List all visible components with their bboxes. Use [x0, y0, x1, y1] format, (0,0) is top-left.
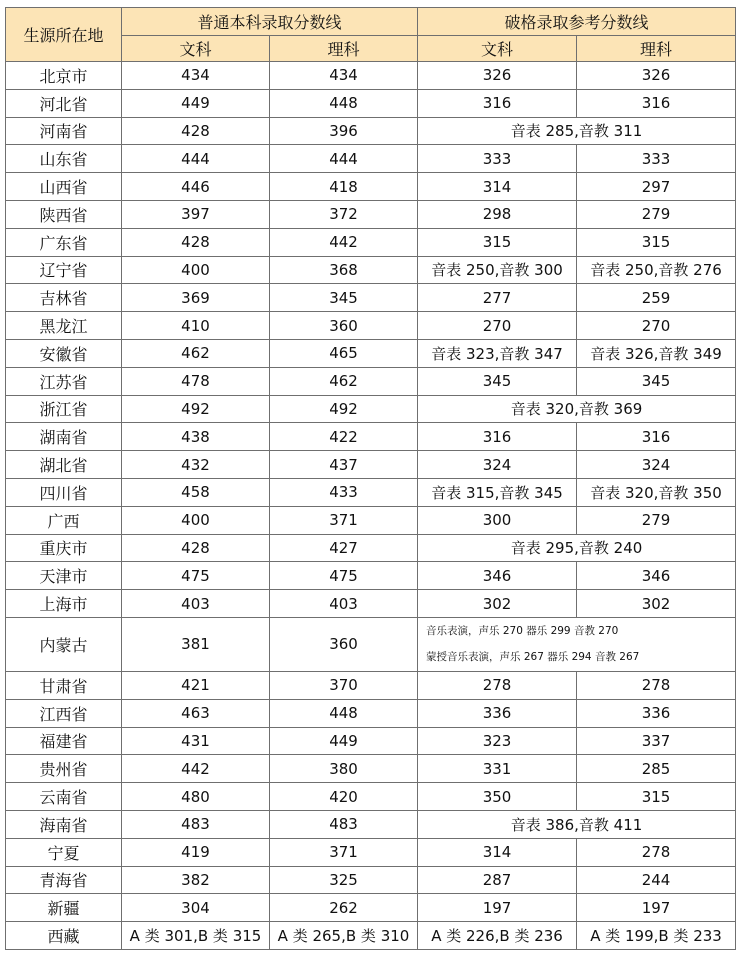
regular-science-cell: 448 — [270, 89, 418, 117]
table-row — [6, 89, 736, 117]
regular-arts-cell: 480 — [122, 783, 270, 811]
regular-science-cell: 449 — [270, 727, 418, 755]
regular-science-cell: 448 — [270, 699, 418, 727]
table-row — [6, 755, 736, 783]
table-body — [6, 62, 736, 950]
regular-arts-cell: 410 — [122, 312, 270, 340]
regular-arts-cell: 419 — [122, 838, 270, 866]
regular-group-header: 普通本科录取分数线 — [122, 8, 418, 36]
table-row — [6, 367, 736, 395]
province-cell: 辽宁省 — [6, 256, 122, 284]
exception-arts-cell: 315 — [418, 228, 577, 256]
exception-arts-cell: 314 — [418, 838, 577, 866]
regular-science-cell: A 类 265,B 类 310 — [270, 922, 418, 950]
table-row — [6, 145, 736, 173]
regular-science-cell: 483 — [270, 810, 418, 838]
exception-group-header: 破格录取参考分数线 — [418, 8, 736, 36]
table-row — [6, 423, 736, 451]
regular-science-cell: 422 — [270, 423, 418, 451]
table-row — [6, 173, 736, 201]
exception-merged-cell: 音表 285,音教 311 — [418, 117, 736, 145]
exception-arts-cell: 音表 315,音教 345 — [418, 478, 577, 506]
table-row — [6, 534, 736, 562]
exception-science-cell: 336 — [577, 699, 736, 727]
score-table-container — [5, 7, 736, 950]
province-cell: 青海省 — [6, 866, 122, 894]
exception-note-line: 音乐表演，声乐 270 器乐 299 音教 270 — [426, 625, 619, 638]
regular-science-cell: 360 — [270, 312, 418, 340]
table-row — [6, 312, 736, 340]
province-cell: 河南省 — [6, 117, 122, 145]
exception-science-cell: 315 — [577, 783, 736, 811]
exception-science-cell: 337 — [577, 727, 736, 755]
exception-arts-cell: 336 — [418, 699, 577, 727]
regular-science-cell: 437 — [270, 451, 418, 479]
exception-science-cell: 244 — [577, 866, 736, 894]
regular-arts-cell: 304 — [122, 894, 270, 922]
exception-arts-cell: A 类 226,B 类 236 — [418, 922, 577, 950]
regular-arts-cell: 428 — [122, 117, 270, 145]
exception-arts-cell: 326 — [418, 62, 577, 90]
exception-arts-cell: 298 — [418, 200, 577, 228]
table-row — [6, 451, 736, 479]
regular-arts-cell: 421 — [122, 671, 270, 699]
regular-arts-cell: 442 — [122, 755, 270, 783]
province-cell: 福建省 — [6, 727, 122, 755]
regular-science-cell: 475 — [270, 562, 418, 590]
regular-arts-cell: 483 — [122, 810, 270, 838]
regular-arts-cell: 400 — [122, 256, 270, 284]
regular-arts-cell: 475 — [122, 562, 270, 590]
province-cell: 西藏 — [6, 922, 122, 950]
table-row — [6, 62, 736, 90]
province-cell: 广西 — [6, 506, 122, 534]
regular-science-cell: 418 — [270, 173, 418, 201]
exception-science-cell: 197 — [577, 894, 736, 922]
province-cell: 天津市 — [6, 562, 122, 590]
province-cell: 海南省 — [6, 810, 122, 838]
exception-arts-cell: 270 — [418, 312, 577, 340]
province-cell: 上海市 — [6, 590, 122, 618]
exception-science-cell: 278 — [577, 838, 736, 866]
exception-arts-cell: 314 — [418, 173, 577, 201]
regular-science-cell: 262 — [270, 894, 418, 922]
exception-science-cell: 270 — [577, 312, 736, 340]
table-row — [6, 117, 736, 145]
province-cell: 四川省 — [6, 478, 122, 506]
regular-science-cell: 396 — [270, 117, 418, 145]
table-row — [6, 562, 736, 590]
exception-science-cell: 297 — [577, 173, 736, 201]
regular-arts-cell: A 类 301,B 类 315 — [122, 922, 270, 950]
exception-merged-cell: 音表 386,音教 411 — [418, 810, 736, 838]
province-cell: 甘肃省 — [6, 671, 122, 699]
regular-science-cell: 345 — [270, 284, 418, 312]
table-row — [6, 894, 736, 922]
exception-arts-cell: 346 — [418, 562, 577, 590]
regular-science-cell: 380 — [270, 755, 418, 783]
exception-arts-cell: 音表 323,音教 347 — [418, 339, 577, 367]
regular-science-cell: 368 — [270, 256, 418, 284]
province-cell: 浙江省 — [6, 395, 122, 423]
regular-science-cell: 465 — [270, 339, 418, 367]
table-row — [6, 838, 736, 866]
exception-science-cell: 315 — [577, 228, 736, 256]
province-cell: 山东省 — [6, 145, 122, 173]
region-header: 生源所在地 — [6, 8, 122, 62]
province-cell: 新疆 — [6, 894, 122, 922]
province-cell: 安徽省 — [6, 339, 122, 367]
exception-arts-cell: 316 — [418, 89, 577, 117]
regular-arts-cell: 382 — [122, 866, 270, 894]
exception-arts-cell: 350 — [418, 783, 577, 811]
regular-science-cell: 444 — [270, 145, 418, 173]
regular-science-cell: 372 — [270, 200, 418, 228]
table-row — [6, 699, 736, 727]
exception-arts-cell: 345 — [418, 367, 577, 395]
province-cell: 山西省 — [6, 173, 122, 201]
exception-science-cell: 316 — [577, 423, 736, 451]
regular-arts-cell: 428 — [122, 534, 270, 562]
exception-science-cell: 346 — [577, 562, 736, 590]
province-cell: 宁夏 — [6, 838, 122, 866]
exception-arts-cell: 302 — [418, 590, 577, 618]
exception-merged-cell: 音表 295,音教 240 — [418, 534, 736, 562]
exception-science-cell: 326 — [577, 62, 736, 90]
province-cell: 黑龙江 — [6, 312, 122, 340]
regular-arts-cell: 444 — [122, 145, 270, 173]
table-row — [6, 671, 736, 699]
regular-science-cell: 492 — [270, 395, 418, 423]
regular-arts-cell: 458 — [122, 478, 270, 506]
exception-science-cell: 302 — [577, 590, 736, 618]
exception-science-cell: 345 — [577, 367, 736, 395]
exception-science-header: 理科 — [577, 36, 736, 62]
regular-science-cell: 462 — [270, 367, 418, 395]
regular-arts-cell: 428 — [122, 228, 270, 256]
exception-arts-header: 文科 — [418, 36, 577, 62]
province-cell: 北京市 — [6, 62, 122, 90]
exception-science-cell: 324 — [577, 451, 736, 479]
regular-science-cell: 360 — [270, 617, 418, 671]
exception-arts-cell: 333 — [418, 145, 577, 173]
table-row — [6, 200, 736, 228]
province-cell: 云南省 — [6, 783, 122, 811]
exception-note-cell — [418, 617, 736, 671]
table-row — [6, 284, 736, 312]
regular-science-cell: 427 — [270, 534, 418, 562]
province-cell: 湖北省 — [6, 451, 122, 479]
regular-arts-cell: 446 — [122, 173, 270, 201]
exception-arts-cell: 197 — [418, 894, 577, 922]
regular-science-cell: 420 — [270, 783, 418, 811]
province-cell: 贵州省 — [6, 755, 122, 783]
regular-arts-cell: 431 — [122, 727, 270, 755]
exception-science-cell: 279 — [577, 200, 736, 228]
exception-science-cell: 279 — [577, 506, 736, 534]
regular-arts-cell: 381 — [122, 617, 270, 671]
exception-arts-cell: 300 — [418, 506, 577, 534]
province-cell: 吉林省 — [6, 284, 122, 312]
regular-arts-cell: 438 — [122, 423, 270, 451]
table-row — [6, 866, 736, 894]
regular-science-cell: 403 — [270, 590, 418, 618]
province-cell: 江西省 — [6, 699, 122, 727]
regular-arts-cell: 397 — [122, 200, 270, 228]
exception-arts-cell: 331 — [418, 755, 577, 783]
exception-arts-cell: 音表 250,音教 300 — [418, 256, 577, 284]
exception-arts-cell: 316 — [418, 423, 577, 451]
regular-science-cell: 442 — [270, 228, 418, 256]
regular-arts-header: 文科 — [122, 36, 270, 62]
exception-science-cell: 音表 250,音教 276 — [577, 256, 736, 284]
exception-arts-cell: 324 — [418, 451, 577, 479]
regular-arts-cell: 478 — [122, 367, 270, 395]
exception-arts-cell: 277 — [418, 284, 577, 312]
province-cell: 重庆市 — [6, 534, 122, 562]
regular-arts-cell: 403 — [122, 590, 270, 618]
regular-arts-cell: 432 — [122, 451, 270, 479]
regular-arts-cell: 369 — [122, 284, 270, 312]
exception-note-line: 蒙授音乐表演，声乐 267 器乐 294 音教 267 — [426, 651, 640, 664]
exception-arts-cell: 278 — [418, 671, 577, 699]
province-cell: 内蒙古 — [6, 617, 122, 671]
regular-science-cell: 433 — [270, 478, 418, 506]
exception-science-cell: A 类 199,B 类 233 — [577, 922, 736, 950]
province-cell: 河北省 — [6, 89, 122, 117]
exception-science-cell: 音表 326,音教 349 — [577, 339, 736, 367]
regular-science-cell: 371 — [270, 506, 418, 534]
table-row — [6, 395, 736, 423]
exception-science-cell: 285 — [577, 755, 736, 783]
table-row — [6, 922, 736, 950]
regular-arts-cell: 462 — [122, 339, 270, 367]
table-row — [6, 617, 736, 671]
exception-science-cell: 259 — [577, 284, 736, 312]
exception-arts-cell: 287 — [418, 866, 577, 894]
province-cell: 湖南省 — [6, 423, 122, 451]
exception-arts-cell: 323 — [418, 727, 577, 755]
table-row — [6, 506, 736, 534]
regular-arts-cell: 449 — [122, 89, 270, 117]
exception-science-cell: 333 — [577, 145, 736, 173]
regular-arts-cell: 434 — [122, 62, 270, 90]
table-row — [6, 478, 736, 506]
regular-science-cell: 371 — [270, 838, 418, 866]
regular-arts-cell: 400 — [122, 506, 270, 534]
table-row — [6, 727, 736, 755]
table-row — [6, 339, 736, 367]
table-row — [6, 783, 736, 811]
regular-arts-cell: 463 — [122, 699, 270, 727]
table-row — [6, 228, 736, 256]
admission-score-table — [5, 7, 736, 950]
regular-science-cell: 325 — [270, 866, 418, 894]
exception-science-cell: 278 — [577, 671, 736, 699]
regular-arts-cell: 492 — [122, 395, 270, 423]
regular-science-header: 理科 — [270, 36, 418, 62]
province-cell: 江苏省 — [6, 367, 122, 395]
exception-science-cell: 音表 320,音教 350 — [577, 478, 736, 506]
table-row — [6, 810, 736, 838]
exception-merged-cell: 音表 320,音教 369 — [418, 395, 736, 423]
table-row — [6, 590, 736, 618]
regular-science-cell: 434 — [270, 62, 418, 90]
table-row — [6, 256, 736, 284]
province-cell: 广东省 — [6, 228, 122, 256]
exception-science-cell: 316 — [577, 89, 736, 117]
regular-science-cell: 370 — [270, 671, 418, 699]
province-cell: 陕西省 — [6, 200, 122, 228]
